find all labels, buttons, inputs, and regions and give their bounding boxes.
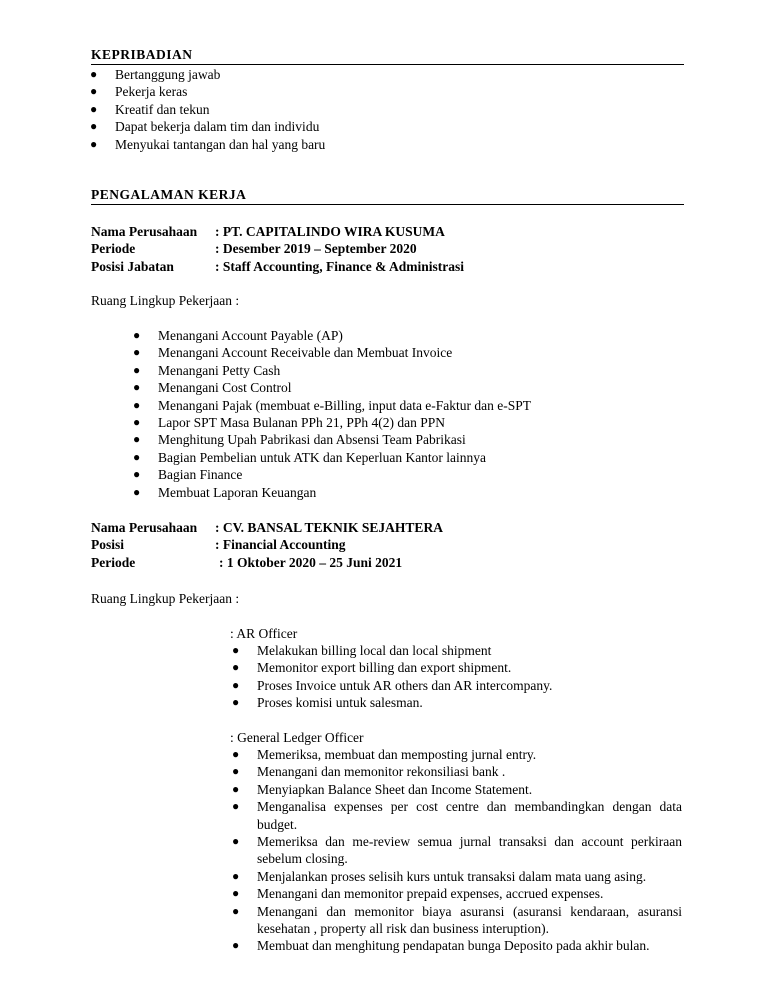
job2-period-row: Periode : 1 Oktober 2020 – 25 Juni 2021 [91,554,403,570]
bullet-icon: ● [90,67,98,81]
bullet-icon: ● [232,868,240,883]
job1-period-row: Periode : Desember 2019 – September 2020 [91,241,417,257]
bullet-icon: ● [232,764,240,779]
list-item: ● Membuat dan menghitung pendapatan bunga Deposito pada akhir bulan. [232,938,650,954]
bullet-icon: ● [133,484,141,499]
bullet-icon: ● [232,747,240,761]
list-item: ● Menghitung Upah Pabrikasi dan Absensi Team Pabrikasi [133,432,466,448]
bullet-icon: ● [133,345,141,360]
list-item: ● Menangani Petty Cash [133,362,281,378]
job2-scope-label: Ruang Lingkup Pekerjaan : [91,591,240,606]
list-item: ● Bagian Pembelian untuk ATK dan Keperluan Kantor lainnya [133,449,487,465]
list-item: ● Pekerja keras [90,84,188,100]
bullet-icon: ● [133,467,141,482]
bullet-icon: ● [133,432,141,447]
list-item: ● Menyiapkan Balance Sheet dan Income Statement. [232,781,533,797]
bullet-icon: ● [232,643,240,657]
bullet-icon: ● [232,903,240,918]
list-item: ● Memonitor export billing dan export shipment. [232,660,512,676]
list-item: ● Menangani dan memonitor rekonsiliasi bank . [232,764,506,780]
job1-position-row: Posisi Jabatan : Staff Accounting, Finance & Administrasi [91,258,465,274]
bullet-icon: ● [232,781,240,796]
bullet-icon: ● [90,101,98,116]
bullet-icon: ● [133,328,141,342]
job2-position-row: Posisi : Financial Accounting [91,537,346,553]
list-item: ● Proses Invoice untuk AR others dan AR intercompany. [232,677,553,693]
job2-info [91,519,443,571]
list-item: ● Menangani Cost Control [133,380,292,396]
list-item: ● Menyukai tantangan dan hal yang baru [90,136,326,152]
bullet-icon: ● [232,695,240,710]
bullet-icon: ● [133,362,141,377]
job1-company-row: Nama Perusahaan : PT. CAPITALINDO WIRA KUSUMA [91,224,445,239]
list-item: ● Melakukan billing local dan local shipment [232,643,492,658]
bullet-icon: ● [90,84,98,99]
gl-officer-label: : General Ledger Officer [230,730,364,745]
list-item: ● Bertanggung jawab [90,67,221,82]
section-title-pengalaman-kerja: PENGALAMAN KERJA [91,186,684,205]
gl-task-list [232,746,682,955]
list-item: ● Menangani Account Receivable dan Membuat Invoice [133,345,453,361]
bullet-icon: ● [133,415,141,430]
bullet-icon: ● [232,938,240,953]
job1-task-list [133,327,688,501]
job1-scope-label: Ruang Lingkup Pekerjaan : [91,293,240,308]
list-item: ● Menjalankan proses selisih kurs untuk transaksi dalam mata uang asing. [232,868,647,884]
bullet-icon: ● [133,449,141,464]
job2-company-row: Nama Perusahaan : CV. BANSAL TEKNIK SEJAHTERA [91,520,443,535]
kepribadian-list [90,66,675,153]
bullet-icon: ● [133,380,141,395]
list-item: ● Lapor SPT Masa Bulanan PPh 21, PPh 4(2) dan PPN [133,415,446,431]
job1-info [91,223,464,275]
list-item: ● Menangani Account Payable (AP) [133,328,343,343]
list-item: ● Menangani Pajak (membuat e-Billing, input data e-Faktur dan e-SPT [133,397,532,413]
bullet-icon: ● [232,834,240,849]
bullet-icon: ● [232,886,240,901]
list-item: ● Dapat bekerja dalam tim dan individu [90,119,320,135]
bullet-icon: ● [90,119,98,134]
list-item: ● Proses komisi untuk salesman. [232,695,423,711]
list-item: ● Menganalisa expenses per cost centre dan membandingkan dengan data budget. [232,799,682,832]
bullet-icon: ● [232,799,240,814]
list-item: ● Membuat Laporan Keuangan [133,484,317,500]
list-item: ● Memeriksa, membuat dan memposting jurnal entry. [232,747,537,762]
list-item: ● Menangani dan memonitor prepaid expenses, accrued expenses. [232,886,604,902]
bullet-icon: ● [90,136,98,151]
bullet-icon: ● [232,677,240,692]
ar-task-list [232,642,687,712]
list-item: ● Bagian Finance [133,467,243,483]
bullet-icon: ● [232,660,240,675]
bullet-icon: ● [133,397,141,412]
list-item: ● Menangani dan memonitor biaya asuransi (asuransi kendaraan, asuransi kesehatan , property all risk dan business interuption). [232,903,682,937]
ar-officer-label: : AR Officer [230,626,298,641]
section-title-kepribadian: KEPRIBADIAN [91,46,684,65]
list-item: ● Kreatif dan tekun [90,101,210,117]
list-item: ● Memeriksa dan me-review semua jurnal transaksi dan account perkiraan sebelum closing. [232,834,682,867]
